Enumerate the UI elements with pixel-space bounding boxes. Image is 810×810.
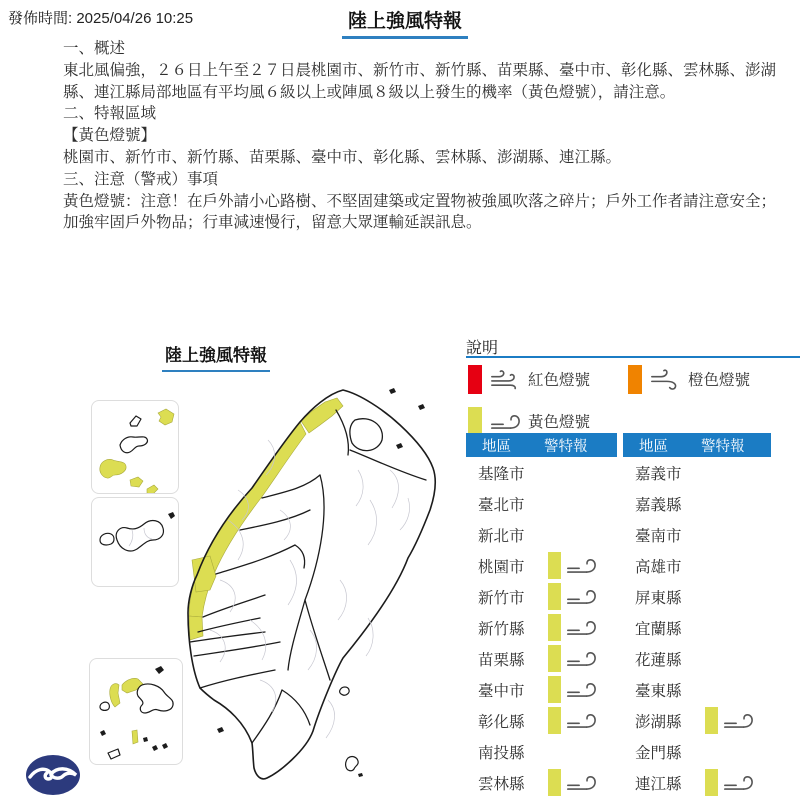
legend-label: 紅色燈號 xyxy=(528,372,591,389)
legend-title: 說明 xyxy=(466,340,499,357)
map-title: 陸上強風特報 xyxy=(162,341,270,372)
region-name: 嘉義市 xyxy=(635,465,682,483)
kinmen-inset-map xyxy=(91,497,179,587)
warning-cell xyxy=(548,614,617,641)
strong-wind-icon xyxy=(489,368,521,391)
region-name: 臺北市 xyxy=(478,496,525,514)
region-name: 新竹縣 xyxy=(478,620,525,638)
matsu-inset-map xyxy=(91,400,179,494)
yellow-light-badge xyxy=(548,614,561,641)
table-row[interactable] xyxy=(466,550,617,581)
wind-icon xyxy=(565,616,597,639)
table-row[interactable] xyxy=(466,767,617,798)
table-row[interactable] xyxy=(466,674,617,705)
publish-time: 發佈時間: 2025/04/26 10:25 xyxy=(8,10,194,27)
column-warning: 警特報 xyxy=(701,438,745,455)
table-row[interactable] xyxy=(466,705,617,736)
region-name: 臺中市 xyxy=(478,682,525,700)
yellow-light-badge xyxy=(705,707,718,734)
section-heading: 二、特報區域 xyxy=(63,105,157,123)
legend-label: 黃色燈號 xyxy=(528,414,591,431)
yellow-light-badge xyxy=(548,583,561,610)
table-row[interactable] xyxy=(466,612,617,643)
column-region: 地區 xyxy=(639,438,668,455)
bulletin-line: 【黃色燈號】 xyxy=(63,127,157,145)
table-row[interactable] xyxy=(623,767,771,798)
warning-cell xyxy=(548,769,617,796)
page-title-wrap xyxy=(0,6,810,39)
table-row[interactable] xyxy=(623,457,771,488)
yellow-light-swatch xyxy=(468,407,482,436)
red-light-swatch xyxy=(468,365,482,394)
legend-item-yellow xyxy=(468,406,590,436)
warning-cell xyxy=(548,583,617,610)
yellow-light-badge xyxy=(548,645,561,672)
region-name: 臺南市 xyxy=(635,527,682,545)
table-row[interactable] xyxy=(623,674,771,705)
yellow-light-badge xyxy=(548,676,561,703)
section-heading: 三、注意（警戒）事項 xyxy=(63,170,219,188)
yellow-light-badge xyxy=(548,707,561,734)
region-name: 新北市 xyxy=(478,527,525,545)
warning-cell xyxy=(548,676,617,703)
region-name: 臺東縣 xyxy=(635,682,682,700)
taiwan-map xyxy=(168,378,464,808)
warning-table-left xyxy=(466,433,617,798)
bulletin-line: 東北風偏強，２６日上午至２７日晨桃園市、新竹市、新竹縣、苗栗縣、臺中市、彰化縣、雲林縣、澎湖縣、連江縣局部地區有平均風６級以上或陣風８級以上發生的機率（黃色燈號），請注意。 xyxy=(63,61,777,101)
table-row[interactable] xyxy=(623,612,771,643)
wind-icon xyxy=(722,771,754,794)
wind-icon xyxy=(565,647,597,670)
wind-icon xyxy=(565,554,597,577)
table-row[interactable] xyxy=(466,643,617,674)
wind-icon xyxy=(565,678,597,701)
section-heading: 一、概述 xyxy=(63,40,126,57)
region-name: 彰化縣 xyxy=(478,713,525,731)
region-name: 南投縣 xyxy=(478,744,525,762)
table-header xyxy=(623,433,771,457)
column-warning: 警特報 xyxy=(544,438,588,455)
warning-table-right xyxy=(623,433,771,798)
region-name: 苗栗縣 xyxy=(478,651,525,669)
yellow-light-badge xyxy=(548,769,561,796)
region-name: 嘉義縣 xyxy=(635,496,682,514)
wind-icon xyxy=(489,410,521,433)
warning-cell xyxy=(548,552,617,579)
table-row[interactable] xyxy=(466,488,617,519)
table-row[interactable] xyxy=(623,550,771,581)
yellow-light-badge xyxy=(548,552,561,579)
region-name: 雲林縣 xyxy=(478,775,525,793)
region-name: 花蓮縣 xyxy=(635,651,682,669)
warning-cell xyxy=(548,645,617,672)
region-name: 金門縣 xyxy=(635,744,682,762)
cwb-logo xyxy=(24,752,82,798)
page-title: 陸上強風特報 xyxy=(342,6,468,39)
wind-icon xyxy=(565,709,597,732)
table-row[interactable] xyxy=(623,705,771,736)
table-row[interactable] xyxy=(623,488,771,519)
table-row[interactable] xyxy=(466,736,617,767)
table-header xyxy=(466,433,617,457)
column-region: 地區 xyxy=(482,438,511,455)
region-name: 新竹市 xyxy=(478,589,525,607)
warning-cell xyxy=(548,707,617,734)
wind-icon xyxy=(565,771,597,794)
yellow-light-badge xyxy=(705,769,718,796)
region-name: 宜蘭縣 xyxy=(635,620,682,638)
table-row[interactable] xyxy=(623,581,771,612)
region-name: 高雄市 xyxy=(635,558,682,576)
table-row[interactable] xyxy=(466,457,617,488)
table-row[interactable] xyxy=(623,643,771,674)
region-name: 屏東縣 xyxy=(635,589,682,607)
region-name: 澎湖縣 xyxy=(635,713,682,731)
region-name: 桃園市 xyxy=(478,558,525,576)
orange-light-swatch xyxy=(628,365,642,394)
warning-cell xyxy=(705,769,771,796)
legend-label: 橙色燈號 xyxy=(688,372,751,389)
wind-icon xyxy=(565,585,597,608)
table-row[interactable] xyxy=(623,519,771,550)
table-row[interactable] xyxy=(466,519,617,550)
table-row[interactable] xyxy=(466,581,617,612)
map-title-wrap xyxy=(128,341,304,372)
medium-wind-icon xyxy=(649,368,681,391)
region-name: 基隆市 xyxy=(478,465,525,483)
region-name: 連江縣 xyxy=(635,775,682,793)
bulletin-line: 桃園市、新竹市、新竹縣、苗栗縣、臺中市、彰化縣、雲林縣、澎湖縣、連江縣。 xyxy=(63,148,622,166)
wind-icon xyxy=(722,709,754,732)
bulletin-line: 黃色燈號：注意！在戶外請小心路樹、不堅固建築或定置物被強風吹落之碎片；戶外工作者請注意安全；加強牢固戶外物品；行車減速慢行，留意大眾運輸延誤訊息。 xyxy=(63,192,777,232)
legend-item-orange xyxy=(628,364,750,394)
advisory-text xyxy=(63,38,781,234)
legend-divider xyxy=(466,356,800,358)
warning-cell xyxy=(705,707,771,734)
legend-item-red xyxy=(468,364,590,394)
table-row[interactable] xyxy=(623,736,771,767)
